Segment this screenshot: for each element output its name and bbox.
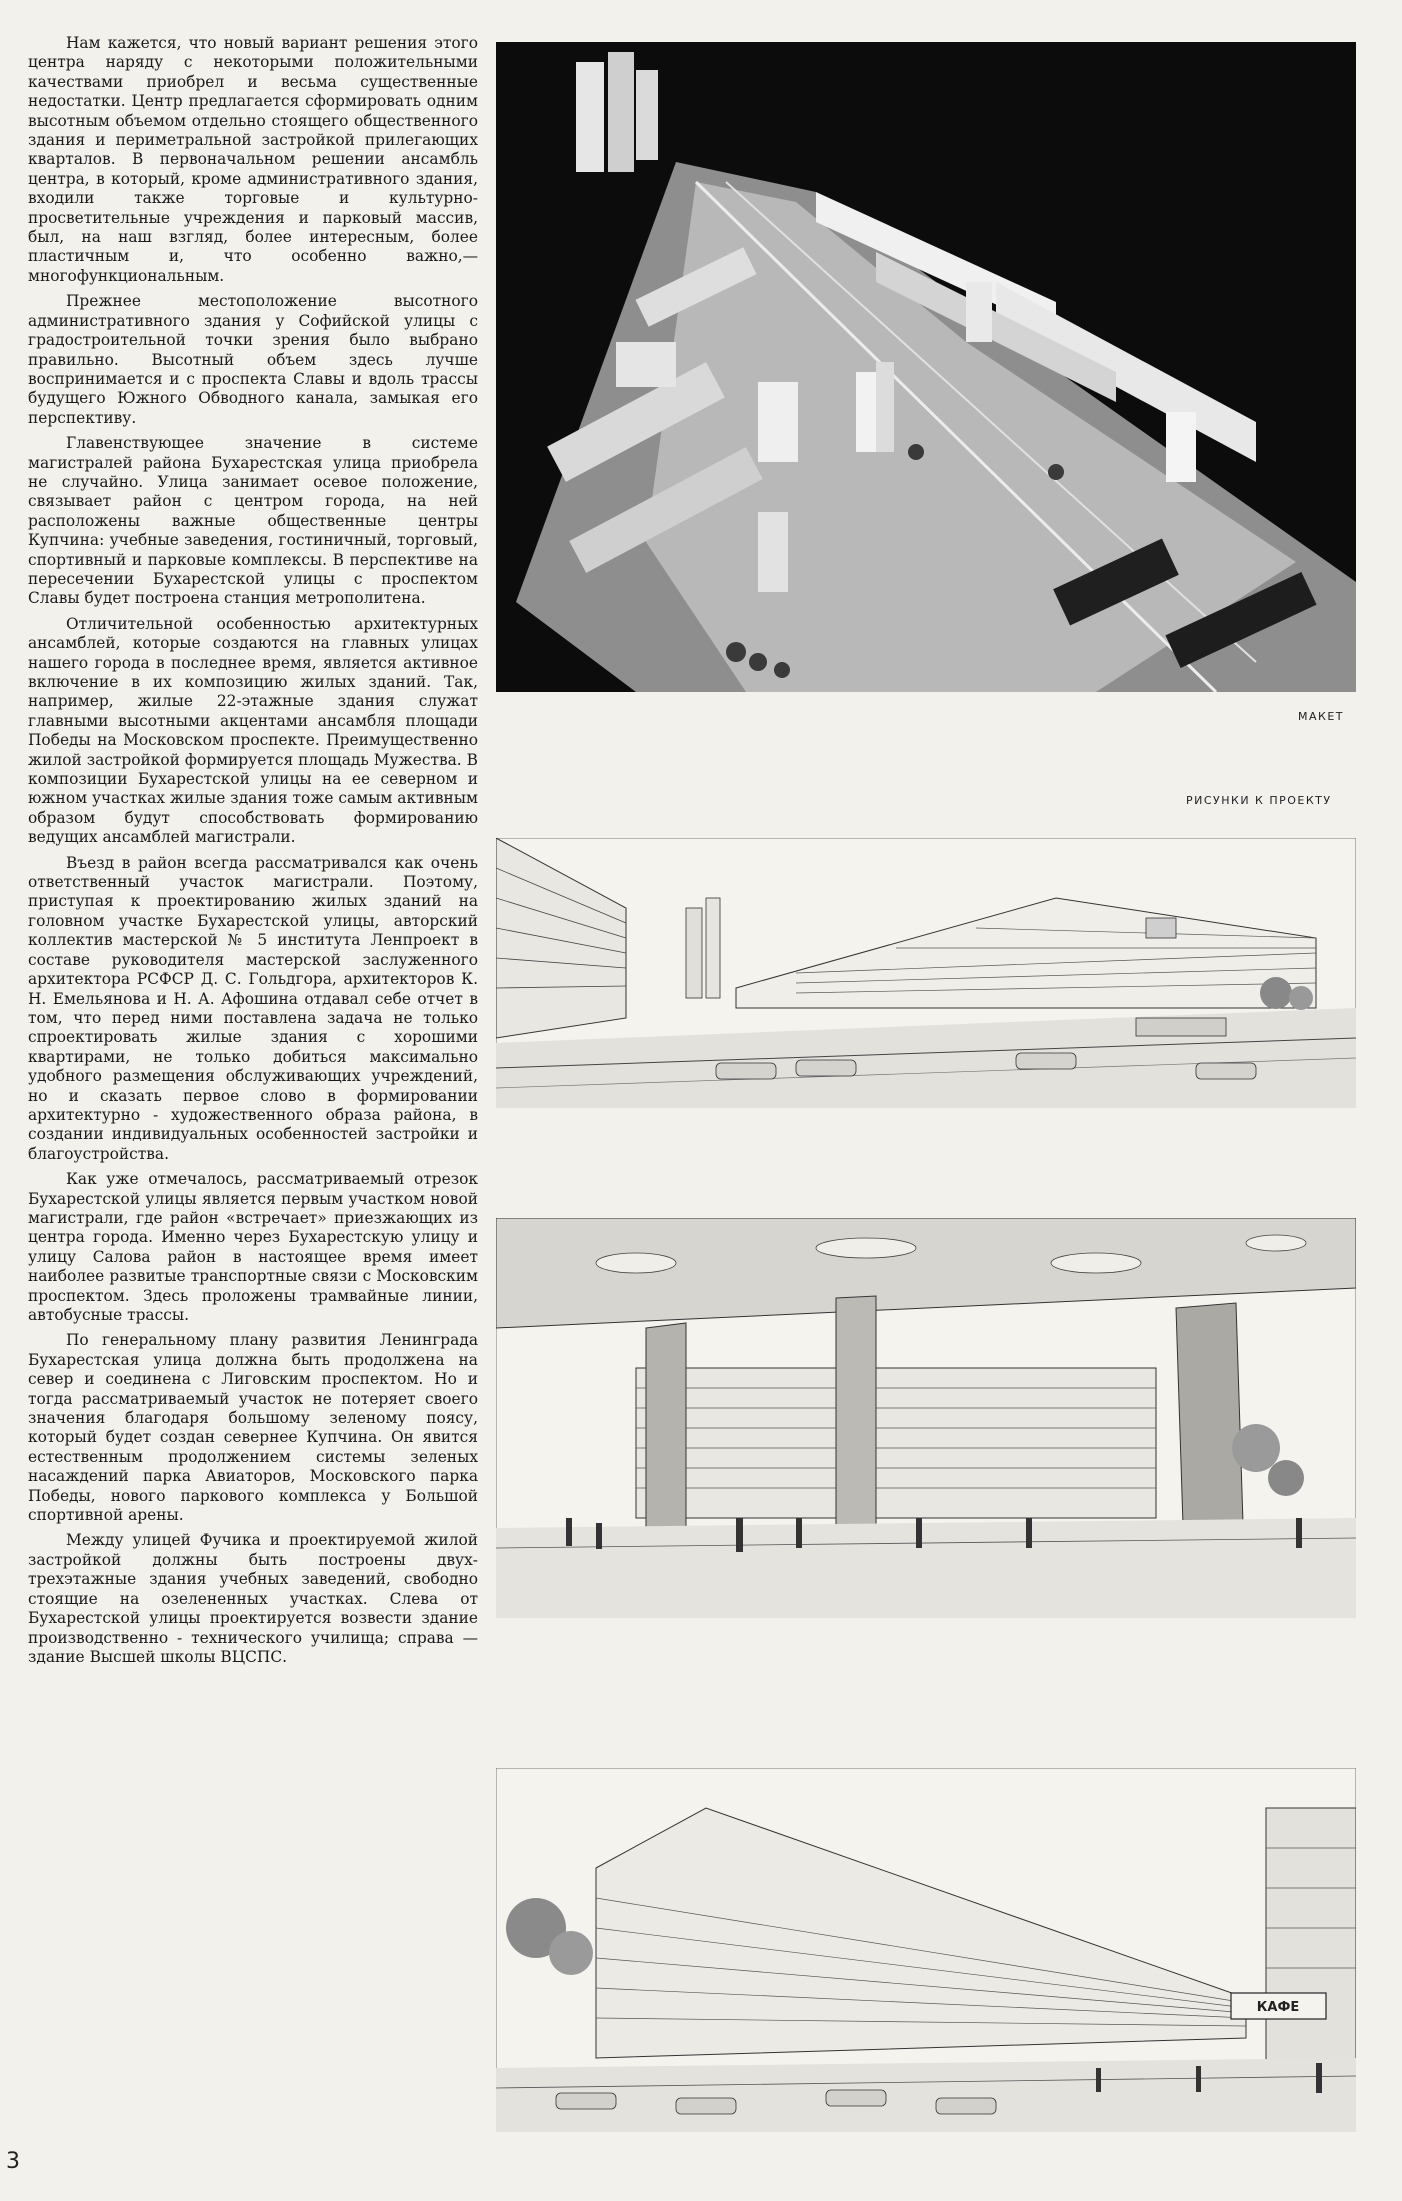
article-paragraph: Главенствующее значение в системе магистралей района Бухарестская улица приобрела не случайно. Улица занимает осевое положение, связывает район с центром города, на ней расположены важные общественные центры Купчина: учебные заведения, гостиничный, торговый, спортивный и парковые комплексы. В перспективе на пересечении Бухарестской улицы с проспектом Славы будет построена станция метрополитена.: [28, 434, 478, 608]
cafe-street-drawing: [496, 1768, 1356, 2132]
article-paragraph: Как уже отмечалось, рассматриваемый отрезок Бухарестской улицы является первым участком новой магистрали, где район «встречает» приезжающих из центра города. Именно через Бухарестскую улицу и улицу Салова район в настоящее время имеет наиболее развитые транспортные связи с Московским проспектом. Здесь проложены трамвайные линии, автобусные трассы.: [28, 1170, 478, 1324]
cafe-sign: КАФЕ: [1256, 2000, 1300, 2015]
colonnade-drawing: [496, 1218, 1356, 1618]
article-text-column: [28, 34, 478, 1673]
article-paragraph: Въезд в район всегда рассматривался как очень ответственный участок магистрали. Поэтому, приступая к проектированию жилых зданий на головном участке Бухарестской улицы, авторский коллектив мастерской № 5 института Ленпроект в составе руководителя мастерской заслуженного архитектора РСФСР Д. С. Гольдгора, архитекторов К. Н. Емельянова и Н. А. Афошина отдавал себе отчет в том, что перед ними поставлена задача не только спроектировать жилые здания с хорошими квартирами, не только добиться максимально удобного размещения обслуживающих учреждений, но и сказать первое слово в формировании архитектурно - художественного образа района, в создании индивидуальных особенностей застройки и благоустройства.: [28, 853, 478, 1163]
page-number: 3: [6, 2149, 20, 2174]
article-paragraph: Прежнее местоположение высотного административного здания у Софийской улицы с градостроительной точки зрения было выбрано правильно. Высотный объем здесь лучше воспринимается и с проспекта Славы и вдоль трассы будущего Южного Обводного канала, замыкая его перспективу.: [28, 292, 478, 427]
article-paragraph: Отличительной особенностью архитектурных ансамблей, которые создаются на главных улицах нашего города в последнее время, является активное включение в их композицию жилых зданий. Так, например, жилые 22-этажные здания служат главными высотными акцентами ансамбля площади Победы на Московском проспекте. Преимущественно жилой застройкой формируется площадь Мужества. В композиции Бухарестской улицы на ее северном и южном участках жилые здания тоже самым активным образом будут способствовать формированию ведущих ансамблей магистрали.: [28, 614, 478, 847]
article-paragraph: Нам кажется, что новый вариант решения этого центра наряду с некоторыми положительными качествами приобрел и весьма существенные недостатки. Центр предлагается сформировать одним высотным объемом отдельно стоящего общественного здания и периметральной застройкой прилегающих кварталов. В первоначальном решении ансамбль центра, в который, кроме административного здания, входили также торговые и культурно-просветительные учреждения и парковый массив, был, на наш взгляд, более интересным, более пластичным и, что особенно важно,— многофункциональным.: [28, 34, 478, 285]
model-photo: [496, 42, 1356, 692]
model-photo-illustration: [496, 42, 1356, 692]
colonnade-illustration: [496, 1218, 1356, 1618]
drawings-caption: РИСУНКИ К ПРОЕКТУ: [1186, 794, 1332, 807]
street-perspective-illustration: [496, 838, 1356, 1108]
cafe-street-illustration: [496, 1768, 1356, 2132]
street-perspective-drawing: [496, 838, 1356, 1108]
model-caption: МАКЕТ: [1298, 710, 1344, 723]
article-paragraph: По генеральному плану развития Ленинграда Бухарестская улица должна быть продолжена на север и соединена с Лиговским проспектом. Но и тогда рассматриваемый участок не потеряет своего значения благодаря большому зеленому поясу, который будет создан севернее Купчина. Он явится естественным продолжением системы зеленых насаждений парка Авиаторов, Московского парка Победы, нового паркового комплекса у Большой спортивной арены.: [28, 1331, 478, 1525]
article-paragraph: Между улицей Фучика и проектируемой жилой застройкой должны быть построены двух-трехэтажные здания учебных заведений, свободно стоящие на озелененных участках. Слева от Бухарестской улицы проектируется возвести здание производственно - технического училища; справа — здание Высшей школы ВЦСПС.: [28, 1531, 478, 1666]
